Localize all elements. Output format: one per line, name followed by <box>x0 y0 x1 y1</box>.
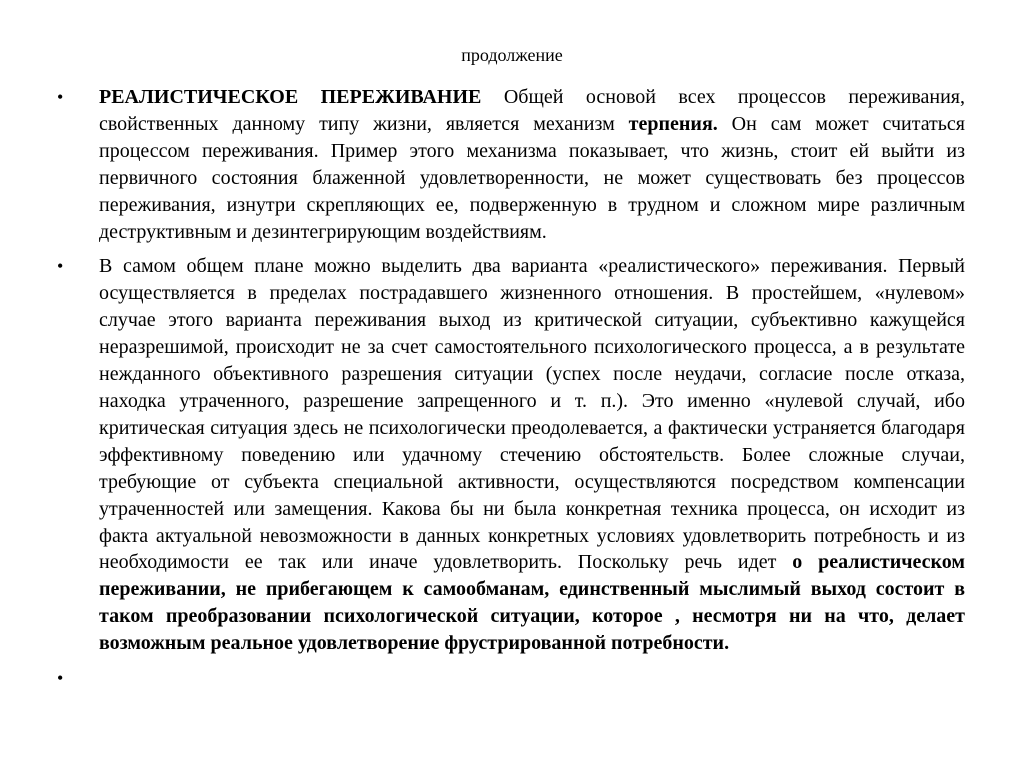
bullet-item-two-variants <box>55 253 965 657</box>
text-segment: В самом общем плане можно выделить два варианта «реалистического» переживания. Первый осуществляется в пределах пострадавшего жизненного отношения. В простейшем, «нулевом» случае этого варианта переживания выход из критической ситуации, субъективно кажущейся неразрешимой, происходит не за счет самостоятельного психологического процесса, а в результате нежданного объективного разрешения ситуации (успех после неудачи, согласие после отказа, находка утраченного, разрешение запрещенного и т. п.). Это именно «нулевой случай, ибо критическая ситуация здесь не психологически преодолевается, а фактически устраняется благодаря эффективному поведению или удачному стечению обстоятельств. Более сложные случаи, требующие от субъекта специальной активности, осуществляются посредством компенсации утраченностей или замещения. Какова бы ни была конкретная техника процесса, он исходит из факта актуальной невозможности в данных конкретных условиях удовлетворить потребность и из необходимости ее так или иначе удовлетворить. Поскольку речь идет <box>99 255 965 574</box>
bullet-text <box>99 255 965 654</box>
bold-conclusion: о реалистическом переживании, не прибегающем к самообманам, единственный мыслимый выход состоит в таком преобразовании психологической ситуации, которое , несмотря ни на что, делает возможным реальное удовлетворение фрустрированной потребности. <box>99 551 965 655</box>
bullet-list <box>55 84 965 695</box>
bullet-text <box>99 86 965 243</box>
text-segment: Общей основой всех процессов переживания, свойственных данному типу жизни, является механизм <box>99 86 965 135</box>
term-patience: терпения. <box>628 112 718 135</box>
bullet-item-empty <box>55 665 965 687</box>
term-realistic-experience: РЕАЛИСТИЧЕСКОЕ ПЕРЕЖИВАНИЕ <box>99 86 482 108</box>
bullet-item-realistic-experience <box>55 84 965 245</box>
bullet-icon: • <box>57 256 64 277</box>
text-segment: Он сам может считаться процессом переживания. Пример этого механизма показывает, что жизнь, стоит ей выйти из первичного состояния блаженной удовлетворенности, не может существовать без процессов переживания, изнутри скрепляющих ее, подверженную в трудном и сложном мире различным деструктивным и дезинтегрирующим воздействиям. <box>99 112 965 243</box>
bullet-icon: • <box>57 668 64 689</box>
slide-heading: продолжение <box>461 45 563 65</box>
bullet-icon: • <box>57 87 64 107</box>
